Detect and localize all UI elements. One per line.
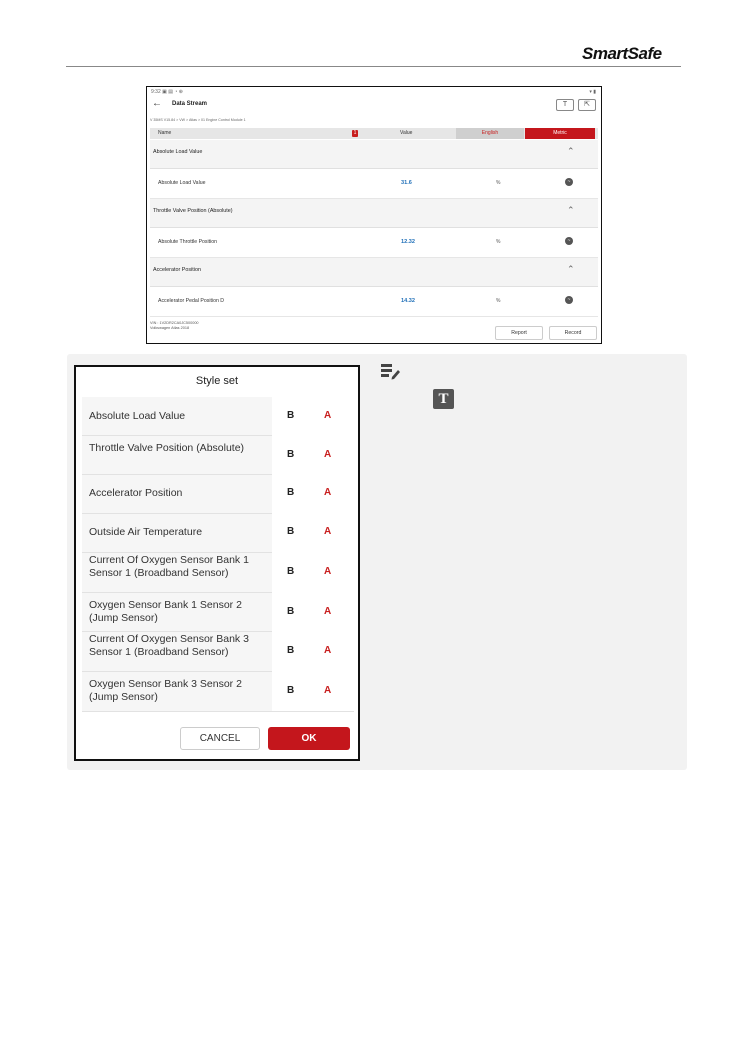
bold-style-button[interactable]: B <box>287 566 295 577</box>
cancel-button[interactable]: CANCEL <box>180 727 260 750</box>
export-icon[interactable]: ⇱ <box>578 99 596 111</box>
record-button[interactable]: Record <box>549 326 597 340</box>
color-style-button[interactable]: A <box>324 606 332 617</box>
bold-style-button[interactable]: B <box>287 645 295 656</box>
app-bar <box>147 98 601 116</box>
graph-icon[interactable]: ~ <box>565 178 573 186</box>
chevron-up-icon[interactable]: ⌃ <box>567 205 575 215</box>
breadcrumb: V 35MS V15.84 > VW > Atlas > 01 Engine Control Module 1 <box>150 118 246 122</box>
list-item: Oxygen Sensor Bank 3 Sensor 2 (Jump Sensor) B A <box>82 671 354 712</box>
column-name: Name <box>158 130 172 136</box>
unit-metric-tab[interactable]: Metric <box>525 128 595 139</box>
color-style-button[interactable]: A <box>324 645 332 656</box>
text-style-button[interactable]: T <box>556 99 574 111</box>
group-header[interactable]: Accelerator Position ⌃ <box>150 258 598 287</box>
vehicle-info: VIN : 1V2DR2CA0JC500000 Volkswagen Atlas 2018 <box>150 321 199 330</box>
list-item: Throttle Valve Position (Absolute) B A <box>82 435 354 475</box>
chevron-up-icon[interactable]: ⌃ <box>567 146 575 156</box>
bold-style-button[interactable]: B <box>287 487 295 498</box>
style-list <box>82 397 354 711</box>
group-header[interactable]: Absolute Load Value ⌃ <box>150 140 598 169</box>
back-arrow-icon[interactable]: ← <box>152 98 162 109</box>
edit-list-icon <box>380 362 400 380</box>
text-style-icon: T <box>433 389 454 409</box>
bold-style-button[interactable]: B <box>287 685 295 696</box>
color-style-button[interactable]: A <box>324 487 332 498</box>
report-button[interactable]: Report <box>495 326 543 340</box>
table-row[interactable]: Absolute Load Value 31.6 % ~ <box>150 169 598 199</box>
list-item: Outside Air Temperature B A <box>82 513 354 553</box>
list-item: Current Of Oxygen Sensor Bank 3 Sensor 1 (Broadband Sensor) B A <box>82 631 354 672</box>
graph-icon[interactable]: ~ <box>565 296 573 304</box>
table-header <box>150 128 598 139</box>
bold-style-button[interactable]: B <box>287 449 295 460</box>
dialog-title: Style set <box>195 375 239 387</box>
color-style-button[interactable]: A <box>324 566 332 577</box>
ok-button[interactable]: OK <box>268 727 350 750</box>
bold-style-button[interactable]: B <box>287 606 295 617</box>
brand-logo: SmartSafe <box>582 44 662 63</box>
header-divider <box>66 66 681 67</box>
chevron-up-icon[interactable]: ⌃ <box>567 264 575 274</box>
list-item: Accelerator Position B A <box>82 474 354 514</box>
table-row[interactable]: Absolute Throttle Position 12.32 % ~ <box>150 228 598 258</box>
status-bar-right: ▾ ▮ <box>589 89 596 95</box>
list-item: Absolute Load Value B A <box>82 397 354 436</box>
count-badge[interactable]: 1 <box>353 130 357 136</box>
data-stream-screenshot <box>146 86 602 344</box>
style-set-dialog <box>74 365 360 761</box>
list-item: Current Of Oxygen Sensor Bank 1 Sensor 1 (Broadband Sensor) B A <box>82 552 354 593</box>
color-style-button[interactable]: A <box>324 410 332 421</box>
group-header[interactable]: Throttle Valve Position (Absolute) ⌃ <box>150 199 598 228</box>
bold-style-button[interactable]: B <box>287 526 295 537</box>
table-row[interactable]: Accelerator Pedal Position D 14.32 % ~ <box>150 287 598 317</box>
unit-english-tab[interactable]: English <box>456 128 524 139</box>
graph-icon[interactable]: ~ <box>565 237 573 245</box>
page-title: Data Stream <box>172 101 208 107</box>
color-style-button[interactable]: A <box>324 526 332 537</box>
color-style-button[interactable]: A <box>324 449 332 460</box>
list-item: Oxygen Sensor Bank 1 Sensor 2 (Jump Sensor) B A <box>82 592 354 632</box>
status-bar-left: 9:32 ▣ ▤ ◔ ⊕ <box>151 89 183 95</box>
bold-style-button[interactable]: B <box>287 410 295 421</box>
column-value: Value <box>400 130 413 136</box>
color-style-button[interactable]: A <box>324 685 332 696</box>
